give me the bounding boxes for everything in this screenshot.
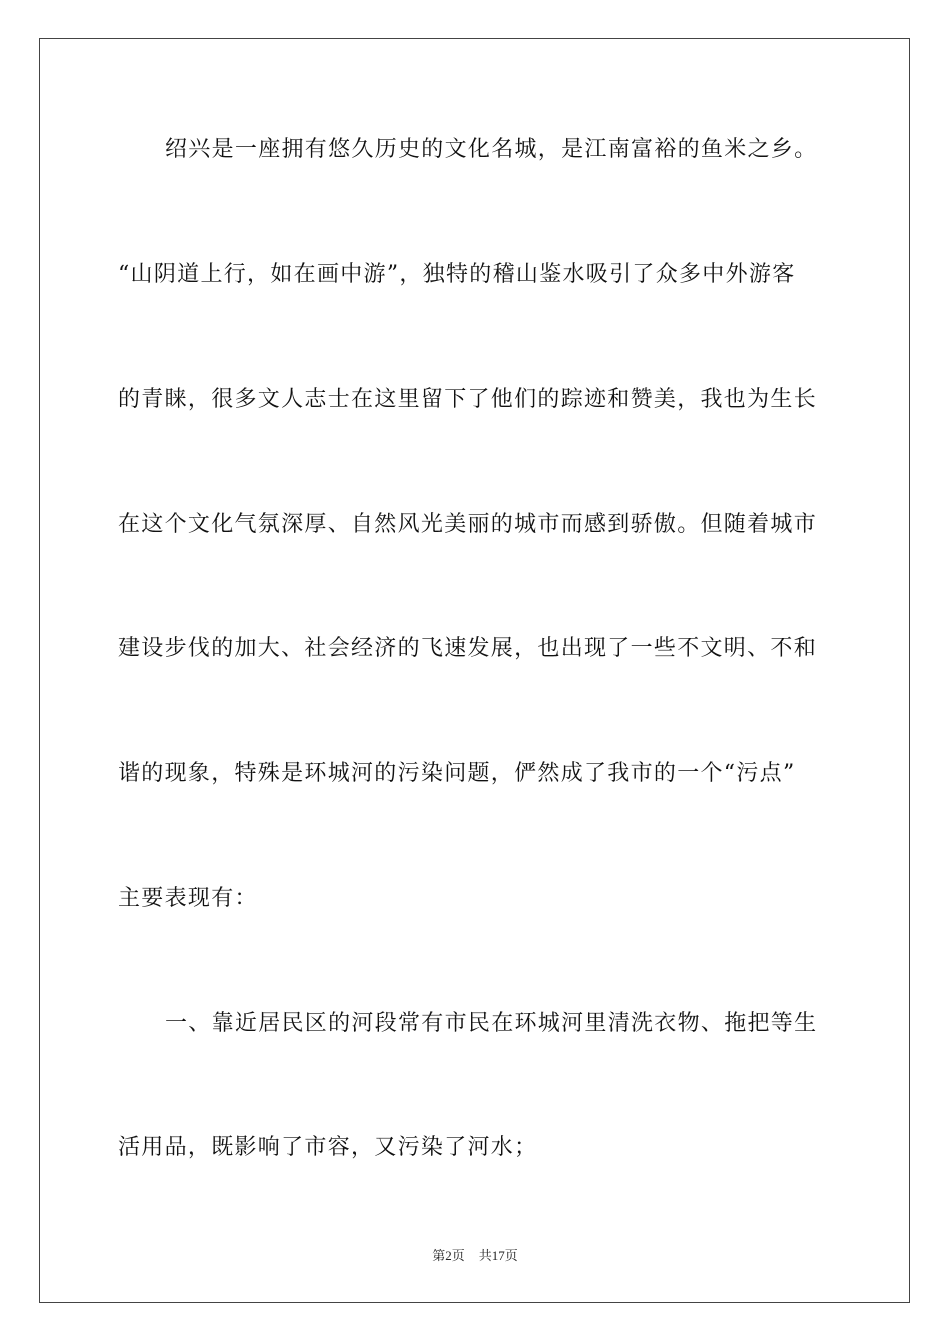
paragraph-line: 主要表现有： <box>118 886 258 911</box>
paragraph-line: 建设步伐的加大、社会经济的飞速发展，也出现了一些不文明、不和 <box>118 636 818 661</box>
paragraph-line: 谐的现象，特殊是环城河的污染问题，俨然成了我市的一个“污点” <box>118 761 796 786</box>
paragraph-line: “山阴道上行，如在画中游”，独特的稽山鉴水吸引了众多中外游客 <box>118 262 796 287</box>
page-border <box>39 38 910 1303</box>
page-footer <box>0 1245 950 1264</box>
paragraph-line: 在这个文化气氛深厚、自然风光美丽的城市而感到骄傲。但随着城市 <box>118 512 818 537</box>
page-total: 共17页 <box>478 1248 518 1263</box>
paragraph-line: 一、靠近居民区的河段常有市民在环城河里清洗衣物、拖把等生 <box>165 1011 818 1036</box>
paragraph-line: 活用品，既影响了市容，又污染了河水； <box>118 1135 538 1160</box>
paragraph-line: 的青睐，很多文人志士在这里留下了他们的踪迹和赞美，我也为生长 <box>118 387 818 412</box>
paragraph-line: 绍兴是一座拥有悠久历史的文化名城，是江南富裕的鱼米之乡。 <box>165 137 818 162</box>
page-number: 第2页 <box>432 1248 465 1263</box>
